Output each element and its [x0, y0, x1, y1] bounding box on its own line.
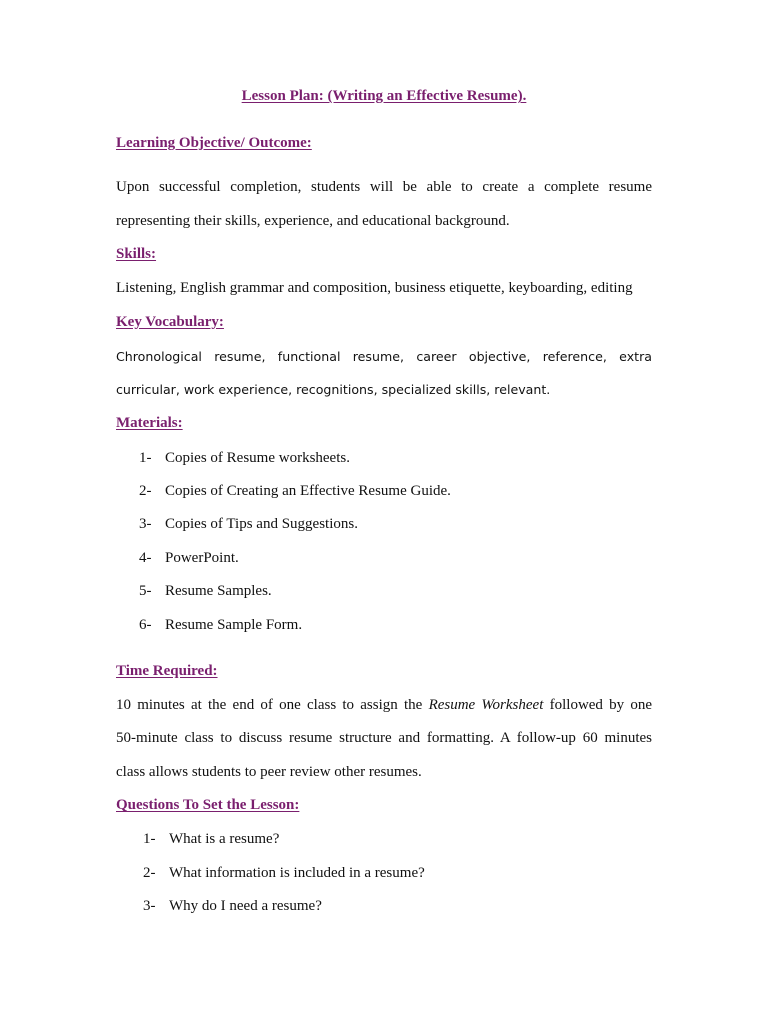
page-title: Lesson Plan: (Writing an Effective Resume). — [241, 88, 527, 104]
vocabulary-line-1: Chronological resume, functional resume, career objective, reference, extra — [116, 349, 652, 364]
time-line-2: 50-minute class to discuss resume structure and formatting. A follow-up 60 minutes — [116, 730, 652, 746]
list-item-text: Copies of Tips and Suggestions. — [165, 516, 358, 532]
list-item — [139, 549, 239, 567]
list-item-text: Copies of Resume worksheets. — [165, 450, 350, 466]
list-item — [139, 449, 350, 467]
list-item-text: PowerPoint. — [165, 550, 239, 566]
list-item-text: What is a resume? — [169, 831, 280, 847]
time-line-1-post: followed by one — [549, 697, 653, 713]
list-item — [139, 482, 451, 500]
list-item-number: 4- — [139, 550, 152, 566]
time-line-1-pre: 10 minutes at the end of one class to assign the — [116, 697, 423, 713]
time-line-1 — [116, 696, 652, 714]
time-heading: Time Required: — [116, 663, 218, 679]
list-item-text: Resume Sample Form. — [165, 617, 303, 633]
list-item — [143, 830, 279, 848]
list-item-number: 3- — [143, 898, 156, 914]
questions-heading: Questions To Set the Lesson: — [116, 797, 300, 813]
list-item — [139, 616, 302, 634]
list-item-text: Copies of Creating an Effective Resume Guide. — [165, 483, 451, 499]
time-line-1-emphasis: Resume Worksheet — [428, 697, 544, 713]
vocabulary-line-2: curricular, work experience, recognitions, specialized skills, relevant. — [116, 382, 551, 397]
skills-heading: Skills: — [116, 246, 157, 262]
list-item — [139, 515, 358, 533]
list-item-number: 1- — [143, 831, 156, 847]
list-item-text: Why do I need a resume? — [169, 898, 322, 914]
objective-heading: Learning Objective/ Outcome: — [116, 135, 312, 151]
list-item — [139, 582, 272, 600]
materials-heading: Materials: — [116, 415, 183, 431]
list-item-text: Resume Samples. — [165, 583, 272, 599]
time-line-3: class allows students to peer review other resumes. — [116, 764, 422, 780]
skills-text: Listening, English grammar and composition, business etiquette, keyboarding, editing — [116, 280, 633, 296]
list-item-number: 3- — [139, 516, 152, 532]
list-item-number: 6- — [139, 617, 152, 633]
list-item-number: 2- — [139, 483, 152, 499]
list-item-number: 5- — [139, 583, 152, 599]
list-item-number: 2- — [143, 865, 156, 881]
vocabulary-heading: Key Vocabulary: — [116, 314, 224, 330]
list-item-number: 1- — [139, 450, 152, 466]
objective-line-1: Upon successful completion, students will be able to create a complete resume — [116, 179, 652, 195]
list-item — [143, 897, 322, 915]
list-item — [143, 864, 425, 882]
objective-line-2: representing their skills, experience, and educational background. — [116, 213, 510, 229]
list-item-text: What information is included in a resume? — [169, 865, 425, 881]
